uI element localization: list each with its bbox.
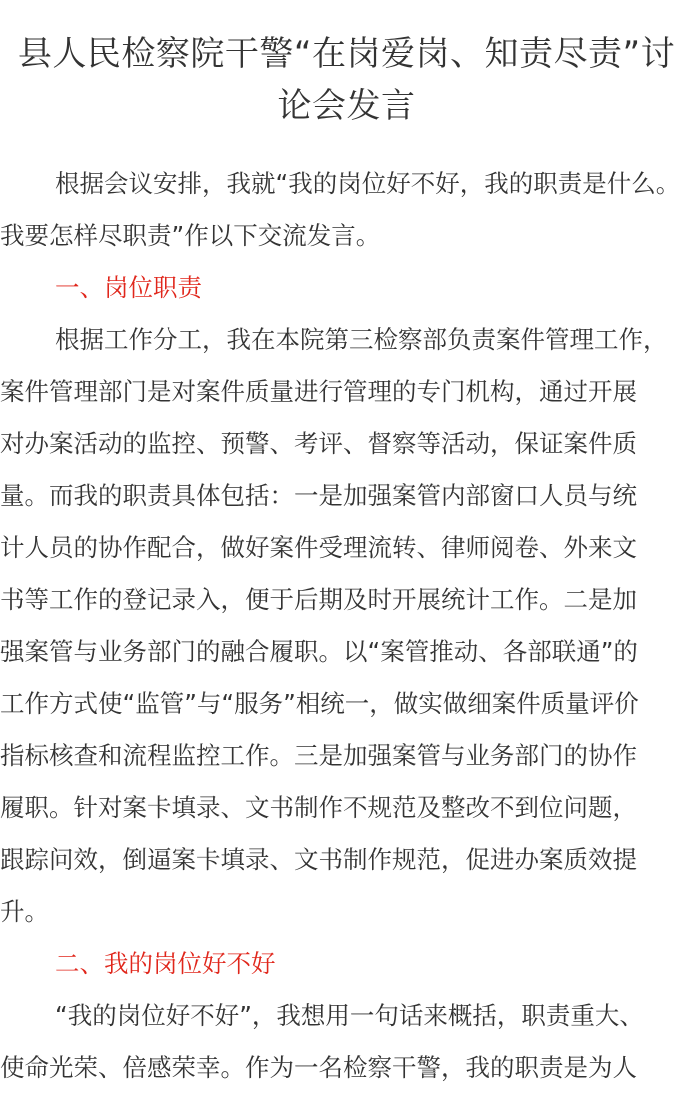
paragraph-line: 计人员的协作配合，做好案件受理流转、律师阅卷、外来文 xyxy=(0,533,637,562)
title-line-1: 县人民检察院干警“在岗爱岗、知责尽责”讨 xyxy=(17,34,676,74)
paragraph-line: 强案管与业务部门的融合履职。以“案管推动、各部联通”的 xyxy=(0,637,638,666)
paragraph-line: “我的岗位好不好”，我想用一句话来概括，职责重大、 xyxy=(55,1001,644,1030)
section-heading-duties: 一、岗位职责 xyxy=(55,273,202,302)
intro-line-2: 我要怎样尽职责”作以下交流发言。 xyxy=(0,221,381,250)
paragraph-line: 指标核查和流程监控工作。三是加强案管与业务部门的协作 xyxy=(0,741,637,770)
paragraph-line: 工作方式使“监管”与“服务”相统一，做实做细案件质量评价 xyxy=(0,689,639,718)
paragraph-line: 根据工作分工，我在本院第三检察部负责案件管理工作， xyxy=(55,325,668,354)
paragraph-line: 对办案活动的监控、预警、考评、督察等活动，保证案件质 xyxy=(0,429,637,458)
paragraph-line: 升。 xyxy=(0,897,49,926)
section-heading-post: 二、我的岗位好不好 xyxy=(55,949,276,978)
document-title xyxy=(0,28,693,132)
paragraph-line: 量。而我的职责具体包括：一是加强案管内部窗口人员与统 xyxy=(0,481,637,510)
intro-line-1: 根据会议安排，我就“我的岗位好不好，我的职责是什么。 xyxy=(55,169,681,198)
article-body xyxy=(0,158,693,1094)
paragraph-line: 履职。针对案卡填录、文书制作不规范及整改不到位问题， xyxy=(0,793,637,822)
paragraph-line: 案件管理部门是对案件质量进行管理的专门机构，通过开展 xyxy=(0,377,637,406)
paragraph-line: 使命光荣、倍感荣幸。作为一名检察干警，我的职责是为人 xyxy=(0,1053,637,1082)
paragraph-line: 跟踪问效，倒逼案卡填录、文书制作规范，促进办案质效提 xyxy=(0,845,637,874)
title-line-2: 论会发言 xyxy=(277,86,416,126)
paragraph-line: 书等工作的登记录入，便于后期及时开展统计工作。二是加 xyxy=(0,585,637,614)
